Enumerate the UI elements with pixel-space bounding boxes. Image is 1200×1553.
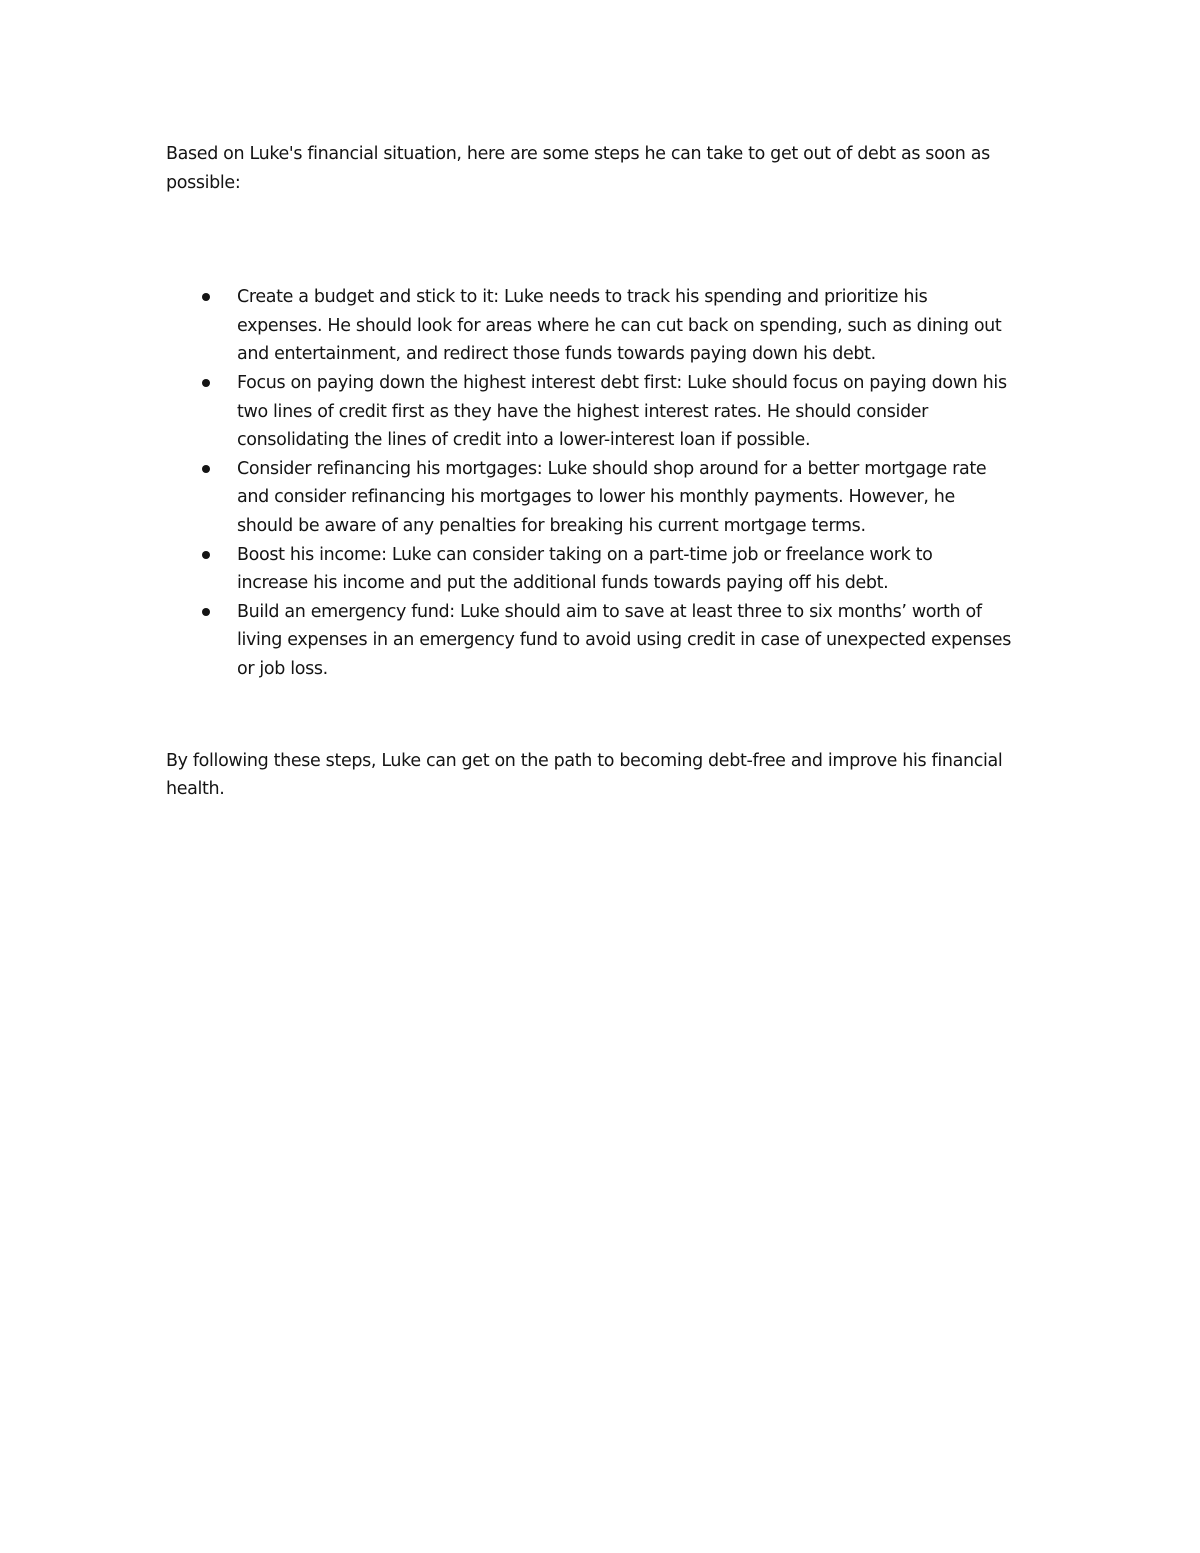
step-line: Create a budget and stick to it: Luke needs to track his spending and prioritize his: [237, 287, 928, 308]
conclusion-paragraph: [166, 747, 1046, 804]
bullet-icon: [202, 608, 210, 616]
step-line: should be aware of any penalties for breaking his current mortgage terms.: [237, 515, 866, 536]
step-line: increase his income and put the additional funds towards paying off his debt.: [237, 573, 889, 594]
step-item-highest-interest: [166, 369, 1046, 455]
intro-paragraph: [166, 140, 1046, 197]
step-line: or job loss.: [237, 658, 328, 679]
document-body: [166, 140, 1046, 804]
step-line: living expenses in an emergency fund to avoid using credit in case of unexpected expenses: [237, 630, 1011, 651]
step-line: Build an emergency fund: Luke should aim to save at least three to six months’ worth of: [237, 601, 982, 622]
intro-line: possible:: [166, 172, 241, 193]
step-item-emergency-fund: [166, 598, 1046, 684]
bullet-icon: [202, 293, 210, 301]
step-line: Boost his income: Luke can consider taking on a part-time job or freelance work to: [237, 544, 933, 565]
step-line: Focus on paying down the highest interest debt first: Luke should focus on paying down his: [237, 372, 1007, 393]
conclusion-line: By following these steps, Luke can get on the path to becoming debt-free and improve his financial: [166, 750, 1003, 771]
step-line: Consider refinancing his mortgages: Luke should shop around for a better mortgage rate: [237, 458, 987, 479]
steps-list: [166, 283, 1046, 683]
intro-line: Based on Luke's financial situation, here are some steps he can take to get out of debt as soon as: [166, 144, 990, 164]
step-line: and consider refinancing his mortgages to lower his monthly payments. However, he: [237, 487, 955, 508]
step-item-budget: [166, 283, 1046, 369]
step-line: expenses. He should look for areas where he can cut back on spending, such as dining out: [237, 315, 1002, 336]
step-item-boost-income: [166, 541, 1046, 598]
steps-section: [166, 283, 1046, 683]
step-item-refinance: [166, 455, 1046, 541]
step-line: and entertainment, and redirect those funds towards paying down his debt.: [237, 344, 876, 365]
step-line: consolidating the lines of credit into a lower-interest loan if possible.: [237, 430, 811, 451]
bullet-icon: [202, 551, 210, 559]
bullet-icon: [202, 465, 210, 473]
step-line: two lines of credit first as they have the highest interest rates. He should consider: [237, 401, 929, 422]
bullet-icon: [202, 379, 210, 387]
conclusion-line: health.: [166, 779, 225, 800]
